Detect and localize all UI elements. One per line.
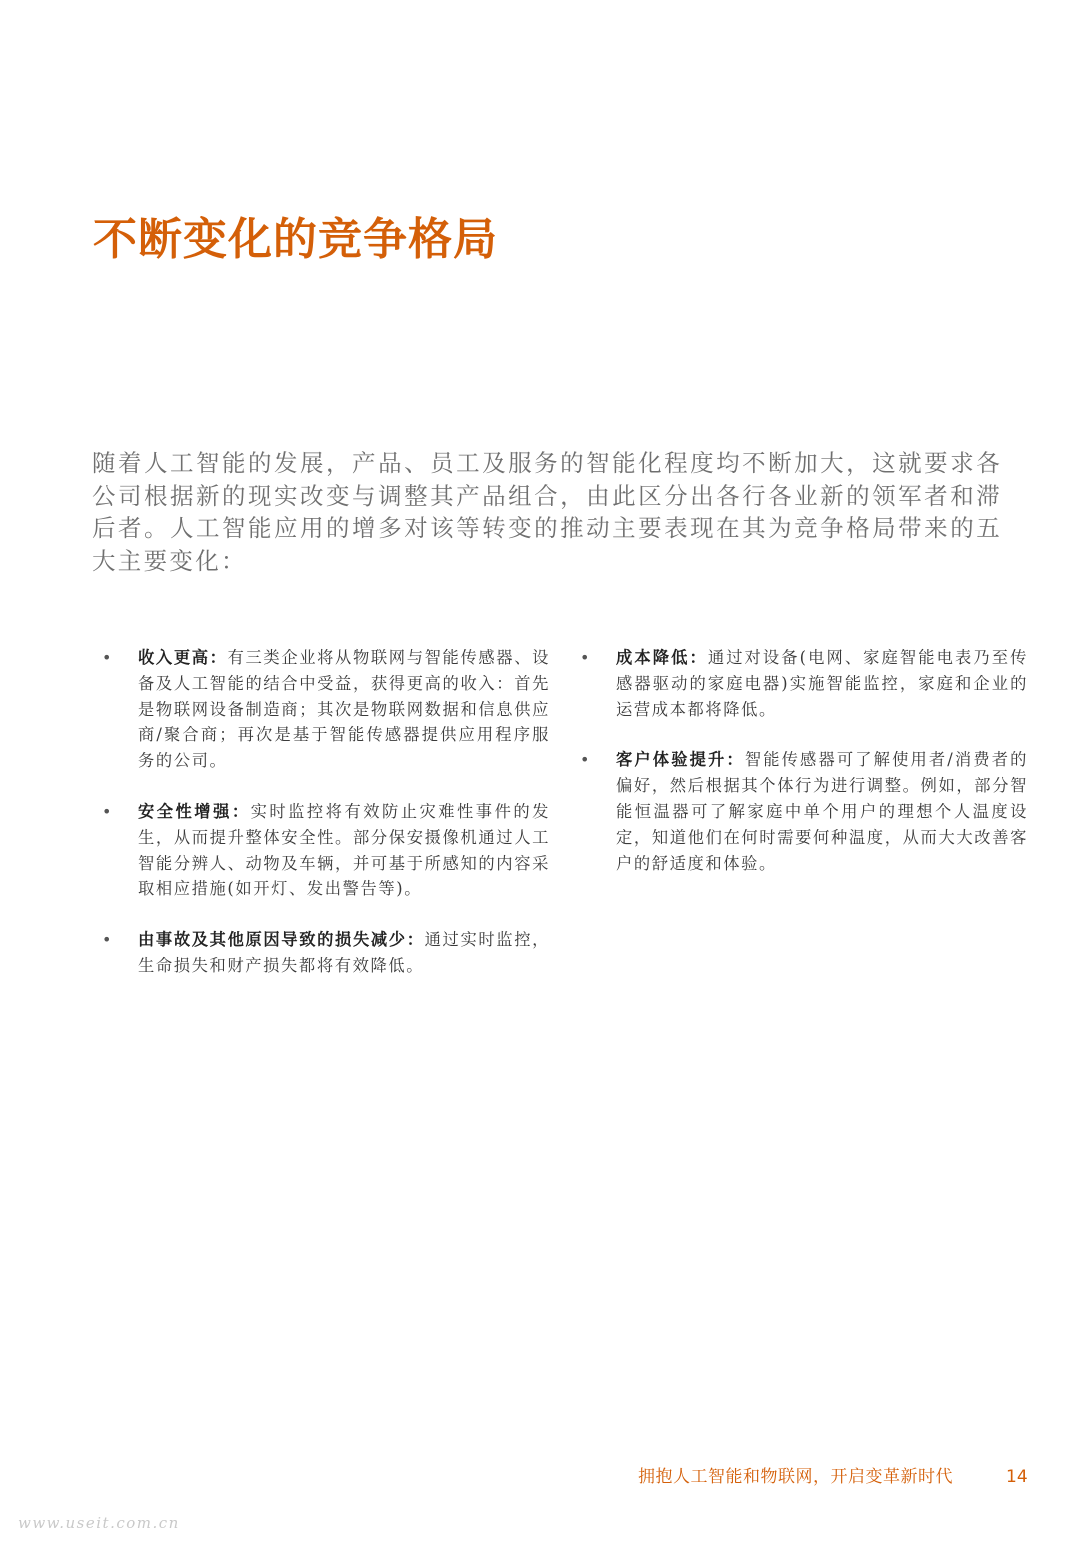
bullet-text: 实时监控将有效防止灾难性事件的发生，从而提升整体安全性。部分保安摄像机通过人工智能分辨人、动物及车辆，并可基于所感知的内容采取相应措施(如开灯、发出警告等)。 xyxy=(138,801,550,899)
bullet-icon: • xyxy=(102,801,114,821)
bullet-term: 由事故及其他原因导致的损失减少： xyxy=(138,930,425,950)
bullet-item-customer-experience xyxy=(580,747,1028,876)
bullet-term: 客户体验提升： xyxy=(616,750,745,770)
bullet-item-loss-reduction xyxy=(102,927,550,979)
bullet-list-left xyxy=(102,645,550,1004)
bullet-term: 安全性增强： xyxy=(138,801,251,821)
bullet-item-higher-revenue xyxy=(102,645,550,774)
bullet-list-right xyxy=(580,645,1028,901)
page-title: 不断变化的竞争格局 xyxy=(93,214,498,265)
watermark: www.useit.com.cn xyxy=(18,1514,180,1532)
intro-paragraph: 随着人工智能的发展，产品、员工及服务的智能化程度均不断加大，这就要求各公司根据新的现实改变与调整其产品组合，由此区分出各行各业新的领军者和滞后者。人工智能应用的增多对该等转变的推动主要表现在其为竞争格局带来的五大主要变化： xyxy=(92,449,1002,575)
bullet-term: 成本降低： xyxy=(616,648,708,667)
bullet-icon: • xyxy=(580,648,592,667)
bullet-text: 智能传感器可了解使用者/消费者的偏好，然后根据其个体行为进行调整。例如，部分智能恒温器可了解家庭中单个用户的理想个人温度设定，知道他们在何时需要何种温度，从而大大改善客户的舒适度和体验。 xyxy=(616,750,1029,873)
bullet-text: 有三类企业将从物联网与智能传感器、设备及人工智能的结合中受益，获得更高的收入：首先是物联网设备制造商；其次是物联网数据和信息供应商/聚合商；再次是基于智能传感器提供应用程序服务的公司。 xyxy=(138,648,550,771)
bullet-item-cost-reduction xyxy=(580,645,1028,722)
page-number: 14 xyxy=(1006,1467,1028,1487)
bullet-text: 通过实时监控，生命损失和财产损失都将有效降低。 xyxy=(138,930,550,975)
bullet-icon: • xyxy=(102,648,114,667)
bullet-term: 收入更高： xyxy=(138,648,228,667)
footer-title: 拥抱人工智能和物联网，开启变革新时代 xyxy=(638,1467,953,1487)
bullet-item-safety xyxy=(102,799,550,902)
bullet-icon: • xyxy=(580,750,592,770)
bullet-text: 通过对设备(电网、家庭智能电表乃至传感器驱动的家庭电器)实施智能监控，家庭和企业的运营成本都将降低。 xyxy=(616,648,1028,719)
bullet-icon: • xyxy=(102,930,114,950)
